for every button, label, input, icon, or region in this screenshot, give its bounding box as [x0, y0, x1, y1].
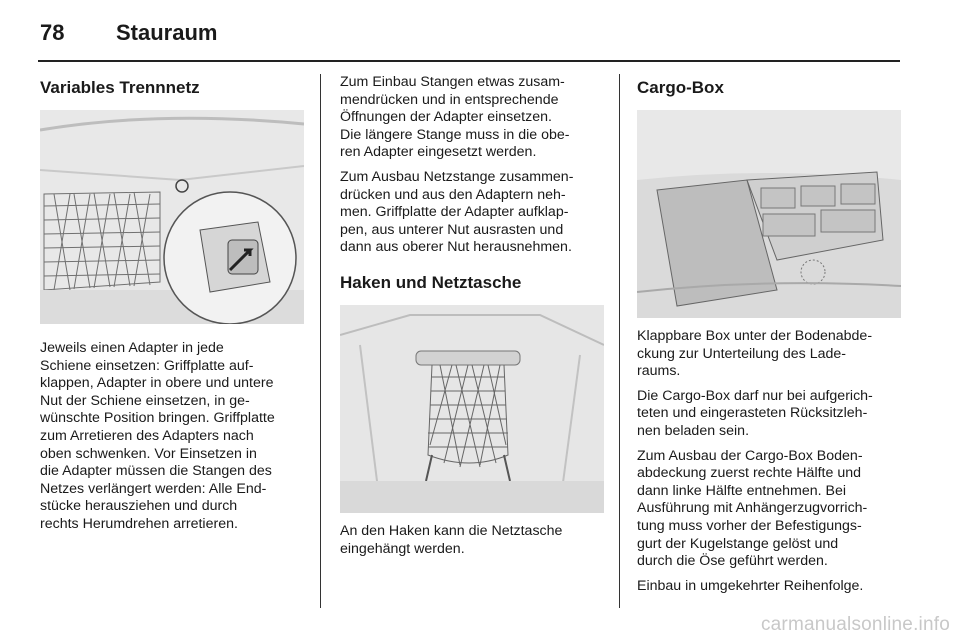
paragraph-cargo-box-4: Einbau in umgekehrter Reihenfolge.	[637, 577, 864, 594]
paragraph-einbau: Zum Einbau Stangen etwas zusam- mendrücken und in entsprechende Öffnungen der Adapter einsetzen. Die längere Stange muss in die obe- ren Adapter eingesetzt werden.	[340, 74, 570, 161]
figure-trennnetz	[40, 110, 304, 324]
figure-netztasche	[340, 305, 604, 513]
column-2	[340, 74, 606, 565]
page-title: Stauraum	[116, 20, 218, 45]
page-header	[40, 14, 920, 54]
paragraph-netztasche: An den Haken kann die Netztasche eingehängt werden.	[340, 522, 563, 557]
figure-cargo-box	[637, 110, 901, 318]
column-3	[637, 74, 903, 602]
paragraph-trennnetz: Jeweils einen Adapter in jede Schiene einsetzen: Griffplatte auf- klappen, Adapter in obere und untere Nut der Schiene einsetzen, in ge- wünschte Position bringen. Griffplatte zum Arretieren des Adapters nach oben schwenken. Vor Einsetzen in die Adapter müssen die Stangen des Netzes verlängert werden: Alle End- stücke herausziehen und durch rechts Herumdrehen arretieren.	[40, 340, 275, 532]
paragraph-ausbau: Zum Ausbau Netzstange zusammen- drücken und aus den Adaptern neh- men. Griffplatte der Adapter aufklap- pen, aus unterer Nut ausrasten und dann aus oberer Nut herausnehmen.	[340, 168, 574, 256]
column-divider-1	[320, 74, 321, 608]
paragraph-cargo-box-3: Zum Ausbau der Cargo-Box Boden- abdeckung zuerst rechte Hälfte und dann linke Hälfte entnehmen. Bei Ausführung mit Anhängerzugvorrich- tung muss vorher der Befestigungs- gurt der Kugelstange gelöst und durch die Öse geführt werden.	[637, 447, 868, 570]
column-divider-2	[619, 74, 620, 608]
page-number: 78	[40, 20, 65, 45]
watermark-credit: carmanualsonline.info	[760, 614, 950, 635]
paragraph-cargo-box-1: Klappbare Box unter der Bodenabde- ckung zur Unterteilung des Lade- raums.	[637, 328, 873, 380]
section-heading-trennnetz: Variables Trennnetz	[40, 78, 200, 97]
header-rule	[38, 60, 900, 62]
column-1	[40, 74, 306, 541]
section-heading-cargo-box: Cargo-Box	[637, 78, 724, 97]
section-heading-haken: Haken und Netztasche	[340, 272, 522, 292]
paragraph-cargo-box-2: Die Cargo-Box darf nur bei aufgerich- teten und eingerasteten Rücksitzleh- nen beladen sein.	[637, 387, 873, 439]
